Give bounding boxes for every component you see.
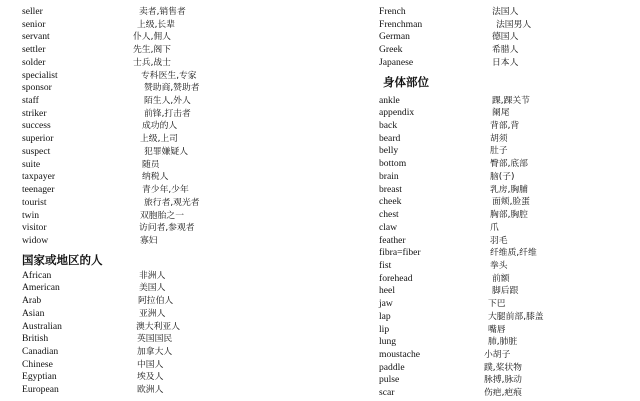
vocab-row bbox=[379, 374, 634, 387]
vocab-row bbox=[22, 184, 322, 197]
english-word: brain bbox=[379, 170, 399, 182]
english-word: back bbox=[379, 120, 398, 132]
chinese-meaning: 非洲人 bbox=[139, 270, 166, 281]
english-word: suspect bbox=[22, 145, 51, 157]
vocab-row bbox=[22, 19, 322, 32]
chinese-meaning: 德国人 bbox=[492, 32, 519, 43]
chinese-meaning: 寡妇 bbox=[140, 235, 158, 246]
vocab-list-nationalities-continued bbox=[379, 6, 634, 70]
english-word: striker bbox=[22, 107, 47, 119]
english-word: tourist bbox=[22, 196, 47, 208]
chinese-meaning: 臀部,底部 bbox=[490, 159, 528, 170]
left-column bbox=[22, 6, 322, 397]
english-word: Asian bbox=[22, 307, 45, 319]
chinese-meaning: 面颊,脸蛋 bbox=[492, 197, 530, 208]
vocab-row bbox=[22, 384, 322, 397]
vocab-row bbox=[22, 133, 322, 146]
english-word: belly bbox=[379, 145, 399, 157]
english-word: scar bbox=[379, 387, 395, 399]
english-word: sponsor bbox=[22, 82, 52, 94]
vocab-row bbox=[379, 31, 634, 44]
chinese-meaning: 胡须 bbox=[490, 133, 508, 144]
vocab-row bbox=[22, 235, 322, 248]
chinese-meaning: 仆人,佣人 bbox=[133, 32, 171, 43]
vocab-row bbox=[379, 298, 634, 311]
vocab-row bbox=[379, 196, 634, 209]
vocab-row bbox=[22, 171, 322, 184]
vocab-row bbox=[22, 333, 322, 346]
vocab-row bbox=[379, 235, 634, 248]
vocab-row bbox=[22, 210, 322, 223]
chinese-meaning: 埃及人 bbox=[137, 372, 164, 383]
vocab-row bbox=[379, 133, 634, 146]
chinese-meaning: 脉搏,脉动 bbox=[484, 375, 522, 386]
vocab-row bbox=[379, 324, 634, 337]
chinese-meaning: 嘴唇 bbox=[488, 324, 506, 335]
vocab-row bbox=[22, 108, 322, 121]
chinese-meaning: 肺,肺脏 bbox=[488, 337, 518, 348]
chinese-meaning: 下巴 bbox=[488, 299, 506, 310]
vocab-row bbox=[379, 247, 634, 260]
english-word: lip bbox=[379, 323, 390, 335]
vocab-row bbox=[379, 19, 634, 32]
chinese-meaning: 上级,上司 bbox=[140, 134, 178, 145]
english-word: feather bbox=[379, 234, 406, 246]
vocab-row bbox=[22, 70, 322, 83]
vocab-row bbox=[379, 107, 634, 120]
vocab-list-people bbox=[22, 6, 322, 248]
chinese-meaning: 卖者,销售者 bbox=[139, 7, 186, 17]
chinese-meaning: 英国国民 bbox=[137, 334, 173, 345]
chinese-meaning: 美国人 bbox=[139, 283, 166, 294]
vocab-row bbox=[22, 120, 322, 133]
vocab-row bbox=[22, 82, 322, 95]
english-word: ankle bbox=[379, 94, 400, 106]
vocab-row bbox=[379, 387, 634, 400]
chinese-meaning: 纳税人 bbox=[142, 172, 169, 183]
english-word: breast bbox=[379, 183, 402, 195]
vocab-row bbox=[22, 159, 322, 172]
vocab-row bbox=[379, 158, 634, 171]
chinese-meaning: 阿拉伯人 bbox=[138, 296, 174, 307]
english-word: African bbox=[22, 269, 52, 281]
chinese-meaning: 拳头 bbox=[490, 260, 508, 271]
vocab-row bbox=[22, 321, 322, 334]
vocab-row bbox=[22, 346, 322, 359]
english-word: twin bbox=[22, 209, 40, 221]
vocab-row bbox=[22, 282, 322, 295]
vocab-row bbox=[379, 311, 634, 324]
vocab-row bbox=[379, 145, 634, 158]
chinese-meaning: 蹼,桨状物 bbox=[484, 362, 522, 373]
chinese-meaning: 先生,阁下 bbox=[133, 45, 171, 56]
chinese-meaning: 士兵,战士 bbox=[133, 57, 171, 68]
english-word: taxpayer bbox=[22, 171, 56, 183]
vocab-row bbox=[379, 171, 634, 184]
chinese-meaning: 小胡子 bbox=[484, 349, 511, 360]
vocab-row bbox=[379, 273, 634, 286]
vocab-row bbox=[379, 349, 634, 362]
vocab-row bbox=[379, 95, 634, 108]
right-column bbox=[379, 6, 634, 400]
vocab-row bbox=[379, 285, 634, 298]
chinese-meaning: 中国人 bbox=[137, 359, 164, 370]
chinese-meaning: 专科医生,专家 bbox=[141, 70, 197, 81]
vocab-row bbox=[379, 120, 634, 133]
english-word: specialist bbox=[22, 69, 58, 81]
english-word: fibra=fiber bbox=[379, 247, 421, 259]
english-word: settler bbox=[22, 44, 46, 56]
english-word: European bbox=[22, 384, 59, 396]
vocab-list-nationalities bbox=[22, 270, 322, 397]
english-word: lung bbox=[379, 336, 397, 348]
section-heading-body-parts: 身体部位 bbox=[383, 74, 429, 89]
english-word: claw bbox=[379, 221, 398, 233]
chinese-meaning: 澳大利亚人 bbox=[136, 321, 180, 332]
english-word: appendix bbox=[379, 107, 415, 119]
chinese-meaning: 陌生人,外人 bbox=[144, 96, 191, 107]
vocab-row bbox=[22, 222, 322, 235]
english-word: lap bbox=[379, 310, 391, 322]
chinese-meaning: 青少年,少年 bbox=[142, 185, 189, 196]
chinese-meaning: 肚子 bbox=[490, 146, 508, 157]
chinese-meaning: 背部,背 bbox=[490, 121, 520, 132]
chinese-meaning: 旅行者,观光者 bbox=[144, 197, 200, 208]
chinese-meaning: 犯罪嫌疑人 bbox=[144, 146, 188, 157]
chinese-meaning: 前额 bbox=[492, 273, 510, 284]
chinese-meaning: 上级,长辈 bbox=[137, 19, 175, 30]
english-word: senior bbox=[22, 18, 46, 30]
vocab-list-body-parts bbox=[379, 95, 634, 400]
chinese-meaning: 踝,踝关节 bbox=[492, 95, 530, 106]
vocab-row bbox=[22, 371, 322, 384]
english-word: Chinese bbox=[22, 358, 53, 370]
chinese-meaning: 纤维质,纤维 bbox=[490, 248, 537, 259]
vocab-row bbox=[22, 295, 322, 308]
english-word: teenager bbox=[22, 184, 55, 196]
english-word: success bbox=[22, 120, 51, 132]
vocab-row bbox=[22, 359, 322, 372]
english-word: staff bbox=[22, 95, 39, 107]
english-word: bottom bbox=[379, 158, 407, 170]
vocab-row bbox=[379, 57, 634, 70]
chinese-meaning: 阑尾 bbox=[492, 108, 510, 119]
english-word: Egyptian bbox=[22, 371, 57, 383]
chinese-meaning: 希腊人 bbox=[492, 45, 519, 56]
english-word: Canadian bbox=[22, 345, 59, 357]
chinese-meaning: 胸部,胸腔 bbox=[490, 210, 528, 221]
english-word: Australian bbox=[22, 320, 62, 332]
english-word: American bbox=[22, 282, 60, 294]
english-word: fist bbox=[379, 259, 392, 271]
english-word: chest bbox=[379, 209, 399, 221]
english-word: jaw bbox=[379, 298, 393, 310]
english-word: superior bbox=[22, 133, 54, 145]
english-word: paddle bbox=[379, 361, 405, 373]
vocab-row bbox=[22, 308, 322, 321]
vocab-row bbox=[379, 6, 634, 19]
chinese-meaning: 欧洲人 bbox=[137, 385, 164, 396]
vocab-row bbox=[22, 31, 322, 44]
vocab-row bbox=[379, 44, 634, 57]
english-word: British bbox=[22, 333, 49, 345]
vocab-row bbox=[22, 146, 322, 159]
english-word: French bbox=[379, 6, 406, 17]
english-word: suite bbox=[22, 158, 41, 170]
vocab-row bbox=[22, 44, 322, 57]
english-word: solder bbox=[22, 56, 46, 68]
vocab-row bbox=[22, 270, 322, 283]
english-word: Arab bbox=[22, 295, 42, 307]
chinese-meaning: 随员 bbox=[142, 159, 160, 170]
chinese-meaning: 加拿大人 bbox=[137, 346, 173, 357]
chinese-meaning: 法国男人 bbox=[496, 19, 532, 30]
vocab-row bbox=[379, 362, 634, 375]
chinese-meaning: 伤疤,疤痕 bbox=[484, 388, 522, 399]
english-word: Greek bbox=[379, 44, 403, 56]
vocab-row bbox=[22, 6, 322, 19]
chinese-meaning: 日本人 bbox=[492, 57, 519, 68]
english-word: Frenchman bbox=[379, 18, 423, 30]
vocab-row bbox=[379, 260, 634, 273]
english-word: widow bbox=[22, 234, 49, 246]
chinese-meaning: 乳房,胸脯 bbox=[490, 184, 528, 195]
chinese-meaning: 前锋,打击者 bbox=[144, 108, 191, 119]
english-word: servant bbox=[22, 31, 50, 43]
english-word: moustache bbox=[379, 348, 421, 360]
vocab-row bbox=[379, 336, 634, 349]
chinese-meaning: 访问者,参观者 bbox=[139, 223, 195, 234]
vocab-row bbox=[22, 197, 322, 210]
chinese-meaning: 亚洲人 bbox=[139, 308, 166, 319]
chinese-meaning: 脚后跟 bbox=[492, 286, 519, 297]
vocab-row bbox=[379, 209, 634, 222]
chinese-meaning: 爪 bbox=[490, 222, 499, 233]
vocab-row bbox=[379, 222, 634, 235]
english-word: pulse bbox=[379, 374, 400, 386]
english-word: visitor bbox=[22, 222, 47, 234]
chinese-meaning: 成功的人 bbox=[142, 121, 178, 132]
vocab-row bbox=[22, 95, 322, 108]
chinese-meaning: 大腿前部,膝盖 bbox=[488, 311, 544, 322]
english-word: Japanese bbox=[379, 56, 414, 68]
english-word: German bbox=[379, 31, 410, 43]
english-word: cheek bbox=[379, 196, 402, 208]
chinese-meaning: 法国人 bbox=[492, 7, 519, 17]
vocab-row bbox=[379, 184, 634, 197]
english-word: beard bbox=[379, 132, 401, 144]
english-word: heel bbox=[379, 285, 395, 297]
english-word: seller bbox=[22, 6, 43, 17]
chinese-meaning: 双胞胎之一 bbox=[140, 210, 184, 221]
vocab-row bbox=[22, 57, 322, 70]
section-heading-nationalities: 国家或地区的人 bbox=[22, 252, 103, 267]
chinese-meaning: 赞助商,赞助者 bbox=[144, 83, 200, 94]
chinese-meaning: 羽毛 bbox=[490, 235, 508, 246]
english-word: forehead bbox=[379, 272, 413, 284]
chinese-meaning: 脑(子) bbox=[490, 171, 515, 182]
